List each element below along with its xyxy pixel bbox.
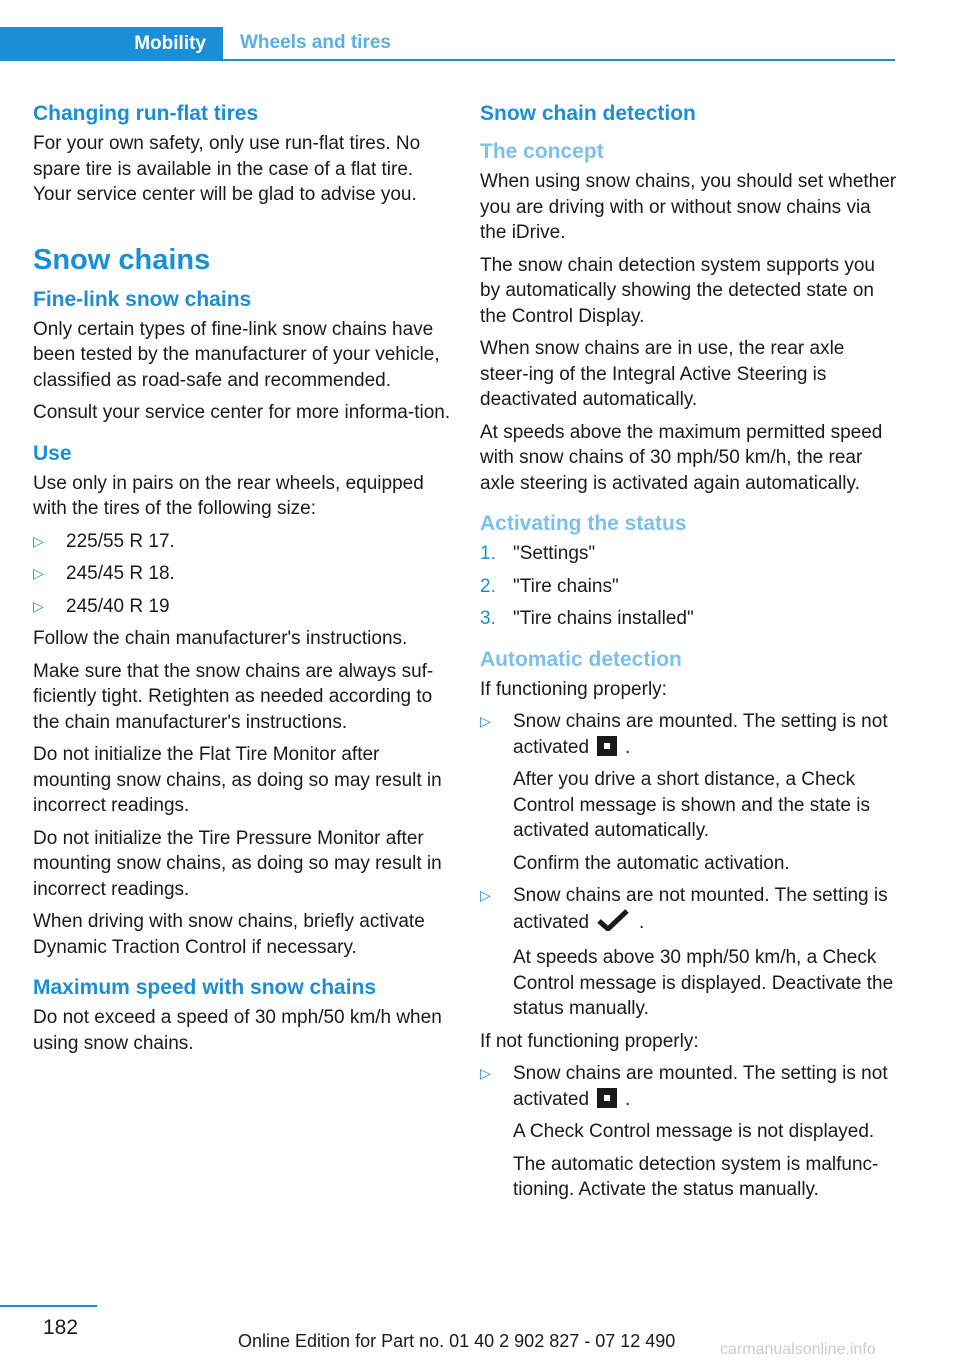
triangle-bullet-icon: ▷ xyxy=(480,887,491,903)
header-tab-mobility: Mobility xyxy=(0,27,223,61)
list-item: ▷ Snow chains are not mounted. The setting is activated . At speeds above 30 mph/50 km/h, a Check Control message is displayed. Deactivate the status manually. xyxy=(480,885,894,1019)
heading-fine-link-snow-chains: Fine-link snow chains xyxy=(33,287,252,311)
list-item: 2. "Tire chains" xyxy=(480,575,619,597)
heading-use: Use xyxy=(33,441,72,465)
triangle-bullet-icon: ▷ xyxy=(33,532,44,549)
heading-the-concept: The concept xyxy=(480,140,604,163)
paragraph-fine-link-1: Only certain types of fine-link snow chains have been tested by the manufacturer of your vehicle, classified as road-safe and recommended. xyxy=(33,318,440,391)
header-rule xyxy=(0,59,895,61)
paragraph-if-not-functioning: If not functioning properly: xyxy=(480,1030,699,1052)
paragraph-concept-3: When snow chains are in use, the rear axle steer-ing of the Integral Active Steering is deactivated automatically. xyxy=(480,338,845,410)
right-column xyxy=(480,100,898,1210)
heading-changing-run-flat-tires: Changing run-flat tires xyxy=(33,102,259,125)
triangle-bullet-icon: ▷ xyxy=(33,565,44,581)
paragraph-use: Use only in pairs on the rear wheels, equipped with the tires of the following size: xyxy=(33,472,424,519)
triangle-bullet-icon: ▷ xyxy=(480,1065,491,1081)
left-column xyxy=(33,100,451,1063)
paragraph-maximum-speed: Do not exceed a speed of 30 mph/50 km/h when using snow chains. xyxy=(33,1007,442,1054)
edition-footer: Online Edition for Part no. 01 40 2 902 827 - 07 12 490 xyxy=(238,1331,676,1351)
functioning-list xyxy=(480,709,898,1022)
status-not-activated-icon xyxy=(597,1088,617,1108)
triangle-bullet-icon: ▷ xyxy=(480,713,491,729)
paragraph-follow: Follow the chain manufacturer's instructions. xyxy=(33,628,408,649)
status-activated-checkmark-icon xyxy=(597,909,631,939)
paragraph-concept-1: When using snow chains, you should set whether you are driving with or without snow chains via the iDrive. xyxy=(480,171,897,243)
list-item: ▷ 245/40 R 19 xyxy=(33,594,451,620)
list-item: ▷ 245/45 R 18. xyxy=(33,561,451,587)
header-tab-wheels-and-tires: Wheels and tires xyxy=(240,32,391,53)
paragraph-tire-pressure-monitor: Do not initialize the Tire Pressure Monitor after mounting snow chains, as doing so may result in incorrect readings. xyxy=(33,827,442,900)
paragraph-if-functioning: If functioning properly: xyxy=(480,678,667,700)
heading-snow-chain-detection: Snow chain detection xyxy=(480,102,696,125)
heading-activating-the-status: Activating the status xyxy=(480,512,687,535)
heading-snow-chains: Snow chains xyxy=(33,243,211,276)
not-functioning-list xyxy=(480,1061,898,1203)
paragraph-tight: Make sure that the snow chains are always suf-ficiently tight. Retighten as needed according to the chain manufacturer's instructions. xyxy=(33,660,434,733)
heading-automatic-detection: Automatic detection xyxy=(480,647,682,671)
heading-maximum-speed: Maximum speed with snow chains xyxy=(33,976,377,999)
activation-steps xyxy=(480,541,898,632)
paragraph-concept-4: At speeds above the maximum permitted speed with snow chains of 30 mph/50 km/h, the rear axle steering is activated again automatically. xyxy=(480,421,883,494)
running-header xyxy=(0,27,895,61)
list-item: 1. "Settings" xyxy=(480,543,596,564)
paragraph-dtc: When driving with snow chains, briefly activate Dynamic Traction Control if necessary. xyxy=(33,911,425,958)
paragraph-fine-link-2: Consult your service center for more informa-tion. xyxy=(33,402,451,423)
tire-size-list xyxy=(33,529,451,620)
list-item: 3. "Tire chains installed" xyxy=(480,608,694,629)
paragraph-flat-tire-monitor: Do not initialize the Flat Tire Monitor after mounting snow chains, as doing so may result in incorrect readings. xyxy=(33,744,442,816)
paragraph-run-flat: For your own safety, only use run-flat tires. No spare tire is available in the case of a flat tire. Your service center will be glad to advise you. xyxy=(33,133,421,205)
watermark: carmanualsonline.info xyxy=(720,1341,876,1358)
list-item: ▷ 225/55 R 17. xyxy=(33,529,451,555)
triangle-bullet-icon: ▷ xyxy=(33,597,44,614)
status-not-activated-icon xyxy=(597,736,617,756)
list-item: ▷ Snow chains are mounted. The setting is not activated . After you drive a short distance, a Check Control message is shown and the state is activated automatically. Confirm the automatic activation. xyxy=(480,711,888,874)
list-item: ▷ Snow chains are mounted. The setting is not activated . A Check Control message is not displayed. The automatic detection system is malfunc-tioning. Activate the status manually. xyxy=(480,1063,888,1200)
page-number: 182 xyxy=(43,1316,79,1339)
paragraph-concept-2: The snow chain detection system supports you by automatically showing the detected state on the Control Display. xyxy=(480,254,875,327)
footer-rule xyxy=(0,1305,97,1307)
